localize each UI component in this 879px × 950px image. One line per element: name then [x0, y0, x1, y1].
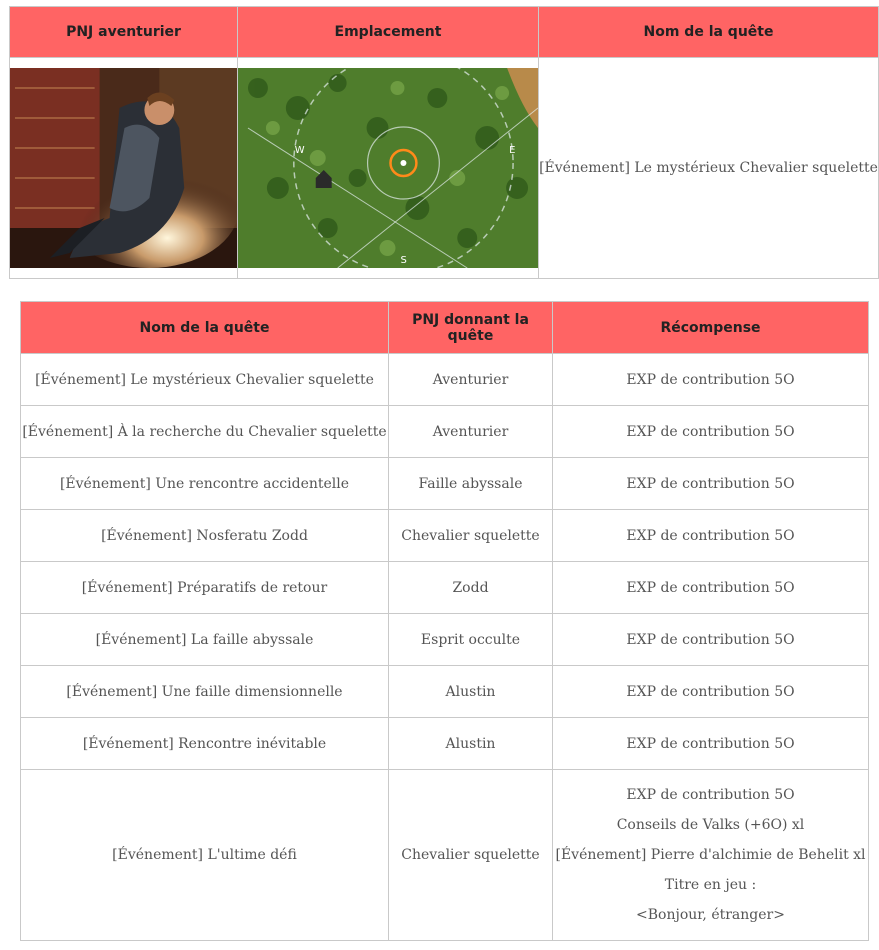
- table-header-row: [10, 7, 879, 58]
- reward-line: Conseils de Valks (+6O) xl: [616, 817, 805, 833]
- header-location: Emplacement: [238, 7, 539, 58]
- table-row: [21, 562, 869, 614]
- quest-name: [Événement] Le mystérieux Chevalier squelette: [21, 354, 389, 406]
- quest-npc: Alustin: [389, 666, 553, 718]
- header-reward: Récompense: [553, 302, 869, 354]
- location-map-cell: [238, 58, 539, 279]
- location-map-image: [238, 68, 538, 268]
- reward-line: [Événement] Pierre d'alchimie de Behelit xl: [555, 847, 866, 863]
- npc-location-table: [9, 6, 879, 279]
- table-row: [21, 510, 869, 562]
- reward-line: EXP de contribution 5O: [626, 787, 795, 803]
- quest-npc: Chevalier squelette: [389, 510, 553, 562]
- quest-name: [Événement] Nosferatu Zodd: [21, 510, 389, 562]
- quest-reward: EXP de contribution 5O: [553, 718, 869, 770]
- map-compass-west: W: [294, 144, 305, 157]
- quest-npc: Esprit occulte: [389, 614, 553, 666]
- reward-line: <Bonjour, étranger>: [636, 907, 785, 923]
- quest-npc: Chevalier squelette: [389, 770, 553, 941]
- map-compass-south: S: [400, 254, 407, 267]
- quest-reward: EXP de contribution 5O: [553, 562, 869, 614]
- header-quest-name: Nom de la quête: [21, 302, 389, 354]
- quest-reward: EXP de contribution 5O: [553, 614, 869, 666]
- header-npc: PNJ aventurier: [10, 7, 238, 58]
- table-row: [10, 58, 879, 279]
- npc-image-cell: [10, 58, 238, 279]
- table-row: [21, 718, 869, 770]
- quest-name-cell: [Événement] Le mystérieux Chevalier squelette: [539, 58, 879, 279]
- npc-adventurer-image: [10, 68, 237, 268]
- quest-npc: Alustin: [389, 718, 553, 770]
- map-compass-east: E: [509, 144, 516, 157]
- quest-reward: EXP de contribution 5O: [553, 666, 869, 718]
- quest-name: [Événement] Une rencontre accidentelle: [21, 458, 389, 510]
- quest-name: [Événement] Préparatifs de retour: [21, 562, 389, 614]
- quest-reward-list: [553, 770, 869, 941]
- quest-name: [Événement] À la recherche du Chevalier squelette: [21, 406, 389, 458]
- quest-rewards-table: [20, 301, 869, 941]
- quest-npc: Zodd: [389, 562, 553, 614]
- quest-name: [Événement] La faille abyssale: [21, 614, 389, 666]
- header-quest-npc: PNJ donnant la quête: [389, 302, 553, 354]
- table-row: [21, 354, 869, 406]
- quest-reward: EXP de contribution 5O: [553, 510, 869, 562]
- reward-line: Titre en jeu :: [664, 877, 757, 893]
- quest-name: [Événement] Rencontre inévitable: [21, 718, 389, 770]
- table-row: [21, 770, 869, 941]
- quest-reward: EXP de contribution 5O: [553, 406, 869, 458]
- quest-reward: EXP de contribution 5O: [553, 458, 869, 510]
- quest-reward: EXP de contribution 5O: [553, 354, 869, 406]
- quest-npc: Aventurier: [389, 354, 553, 406]
- header-quest-name: Nom de la quête: [539, 7, 879, 58]
- quest-name: [Événement] Une faille dimensionnelle: [21, 666, 389, 718]
- quest-name: [Événement] L'ultime défi: [21, 770, 389, 941]
- table-row: [21, 666, 869, 718]
- table-row: [21, 406, 869, 458]
- quest-npc: Faille abyssale: [389, 458, 553, 510]
- table-row: [21, 458, 869, 510]
- quest-npc: Aventurier: [389, 406, 553, 458]
- table-header-row: [21, 302, 869, 354]
- table-row: [21, 614, 869, 666]
